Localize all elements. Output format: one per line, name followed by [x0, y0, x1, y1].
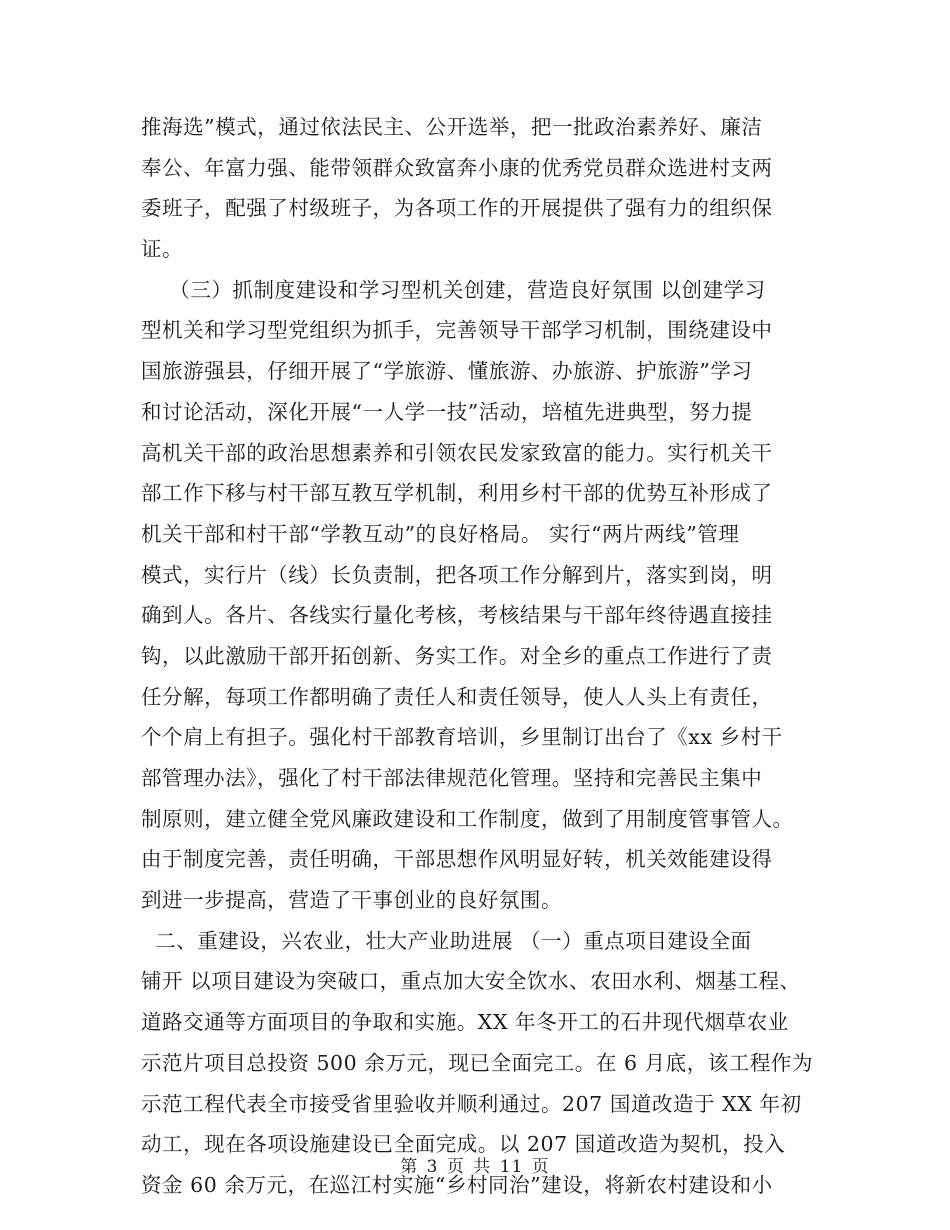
text-line: 到进一步提高，营造了干事创业的良好氛围。 [141, 888, 562, 913]
text-line: 型机关和学习型党组织为抓手，完善领导干部学习机制，围绕建设中 [141, 318, 773, 343]
text-line: 确到人。各片、各线实行量化考核，考核结果与干部年终待遇直接挂 [141, 603, 773, 628]
text-line: 模式，实行片（线）长负责制，把各项工作分解到片，落实到岗，明 [141, 562, 773, 587]
section-heading-line: 二、重建设，兴农业，壮大产业助进展 （一）重点项目建设全面 [141, 928, 752, 953]
text-line: 国旅游强县，仔细开展了“学旅游、懂旅游、办旅游、护旅游”学习 [141, 359, 753, 384]
body-text [141, 107, 821, 1206]
text-line: 示范工程代表全市接受省里验收并顺利通过。207 国道改造于 XX 年初 [141, 1091, 802, 1116]
text-line: 机关干部和村干部“学教互动”的良好格局。 实行“两片两线”管理 [141, 521, 740, 546]
text-line: 动工，现在各项设施建设已全面完成。以 207 国道改造为契机，投入 [141, 1132, 786, 1157]
text-line: 铺开 以项目建设为突破口，重点加大安全饮水、农田水利、烟基工程、 [141, 969, 801, 994]
text-line: 奉公、年富力强、能带领群众致富奔小康的优秀党员群众选进村支两 [141, 155, 773, 180]
section-heading-line: （三）抓制度建设和学习型机关创建，营造良好氛围 以创建学习 [141, 277, 766, 302]
text-line: 示范片项目总投资 500 余万元，现已全面完工。在 6 月底，该工程作为 [141, 1050, 814, 1075]
text-line: 制原则，建立健全党风廉政建设和工作制度，做到了用制度管事管人。 [141, 806, 794, 831]
text-line: 资金 60 余万元，在巡江村实施“乡村同治”建设，将新农村建设和小 [141, 1172, 773, 1197]
text-line: 委班子，配强了村级班子，为各项工作的开展提供了强有力的组织保 [141, 196, 773, 221]
text-line: 部管理办法》，强化了村干部法律规范化管理。坚持和完善民主集中 [141, 766, 763, 790]
text-line: 道路交通等方面项目的争取和实施。XX 年冬开工的石井现代烟草农业 [141, 1010, 789, 1035]
text-line: 个个肩上有担子。强化村干部教育培训，乡里制订出台了《xx 乡村干 [141, 725, 783, 750]
page-number-footer: 第 3 页 共 11 页 [400, 1157, 550, 1177]
text-line: 钩，以此激励干部开拓创新、务实工作。对全乡的重点工作进行了责 [141, 643, 773, 668]
text-line: 由于制度完善，责任明确，干部思想作风明显好转，机关效能建设得 [141, 847, 773, 872]
text-line: 任分解，每项工作都明确了责任人和责任领导，使人人头上有责任， [141, 684, 773, 709]
text-line: 证。 [141, 237, 184, 262]
text-line: 部工作下移与村干部互教互学机制，利用乡村干部的优势互补形成了 [141, 481, 773, 506]
text-line: 和讨论活动，深化开展“一人学一技”活动，培植先进典型，努力提 [141, 399, 753, 424]
text-line: 推海选”模式，通过依法民主、公开选举，把一批政治素养好、廉洁 [141, 115, 763, 139]
text-line: 高机关干部的政治思想素养和引领农民发家致富的能力。实行机关干 [141, 440, 773, 465]
